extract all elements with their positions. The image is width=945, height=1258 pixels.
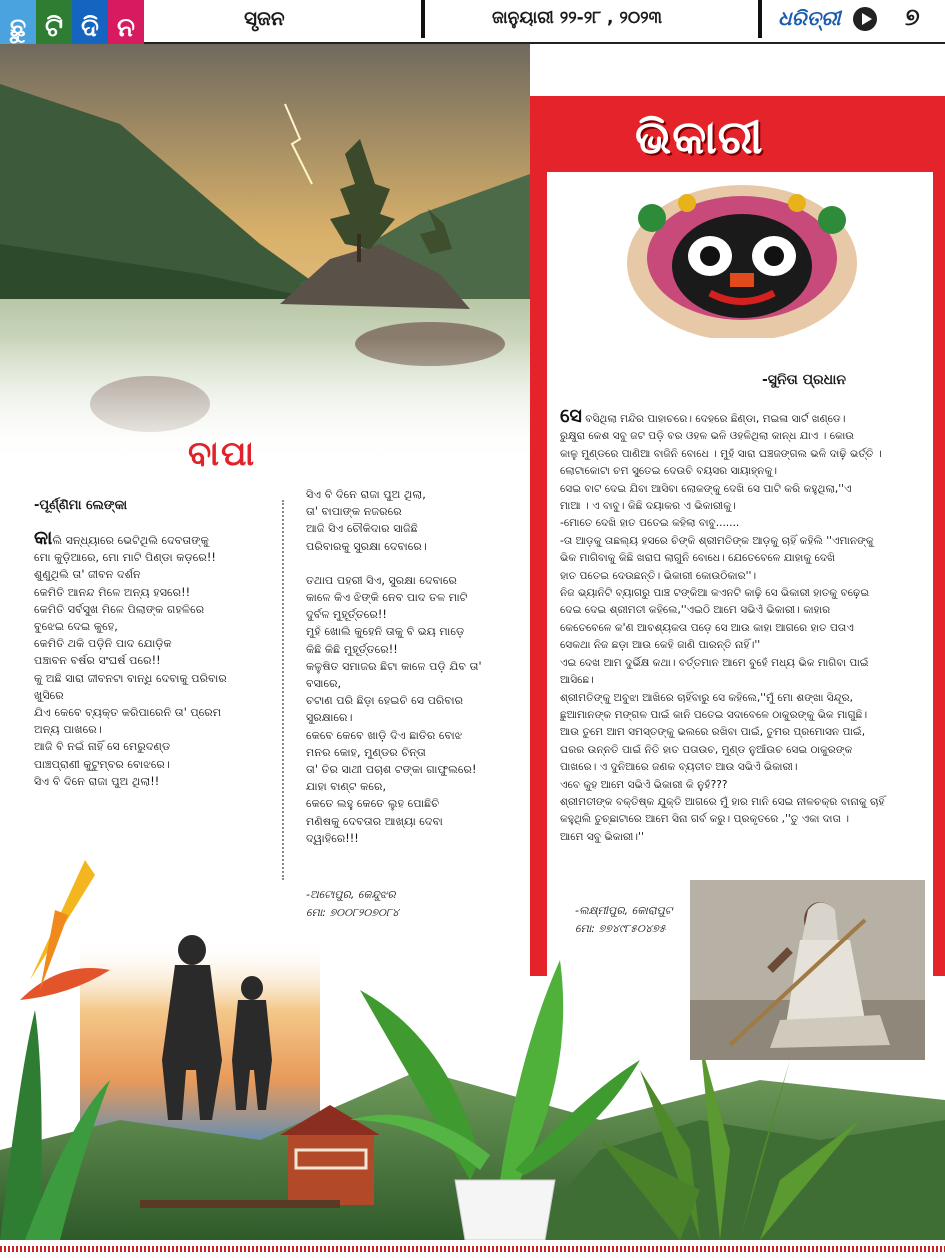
poem-line: ଶୁଣୁଥିଲି ତା' ଜୀବନ ଦର୍ଶନ [34, 568, 141, 582]
story-line: ହାତ ପତେଇ ଦେଉଛନ୍ତି। ଭିକାରୀ କୋଉଠିକାର''। [560, 569, 757, 582]
poem-line: କଳୁଷିତ ସମାଜର ଛିଟା କାଳେ ପଡ଼ି ଯିବ ତା' [306, 659, 482, 673]
poem-line: ମୋ କୁଡ଼ିଆରେ, ମୋ ମାଟି ପିଣ୍ଡା କଡ଼ରେ!! [34, 551, 216, 565]
story-line: କେତେବେଳେ କ'ଣ ଆବଶ୍ୟକତା ପଡ଼େ ସେ ଆଉ କାହା ଆଗରେ ହାତ ପତାଏ [560, 621, 854, 634]
story-line: ଶ୍ରୀମତିଙ୍କୁ ଅବୁଝା ଆଖିରେ ଚାହିଁବାରୁ ସେ କହିଲେ,''ମୁଁ ମୋ ଶଙ୍ଖା ସିନ୍ଦୂର, [560, 691, 854, 704]
poem-line: ଦ୍ୱାହିରେ!!! [306, 831, 359, 845]
landscape-photo [0, 44, 530, 464]
poem-line: ଯାହା ବାଣ୍ଟ କରେ, [306, 780, 387, 794]
poem-line: ଆଜି ବି ନଇଁ ନାହିଁ ସେ ମେରୁଦଣ୍ଡ [34, 740, 171, 754]
story-line: ପାଖରେ। ଏ ଦୁନିଆରେ ଜଣକ ବ୍ୟତୀତ ଆଉ ସଭିଏଁ ଭିକାରୀ। [560, 761, 798, 774]
story-line: ଆସିଛେ। [560, 674, 594, 687]
story-line: ସେକଥା ନିଜ ଛଡ଼ା ଆଉ କେହି ଜାଣି ପାରନ୍ତି ନାହିଁ।'' [560, 639, 761, 652]
story-body [560, 405, 922, 846]
jagannath-photo [592, 178, 892, 338]
poem-line [306, 555, 518, 572]
brand-logo: ଧରିତ୍ରୀ [778, 6, 841, 30]
masthead-letter-1: ଛୁ [0, 0, 36, 56]
poem-line: ଚଟାଣ ପରି ଛିଡ଼ା ହେଇଚି ସେ ପରିବାର [306, 694, 464, 708]
poem-line: ମନର କୋହ, ମୁଣ୍ଡର ଚିନ୍ତା [306, 745, 426, 759]
poem-title: ବାପା [188, 434, 257, 474]
poem-signature [306, 886, 399, 922]
poem-line: ବୁଝେଇ ଦେଇ କୁହେ, [34, 620, 118, 634]
story-line: କାଳୁ ମୁଣ୍ଡରେ ପାଣିଆ ବାଜିନି ବୋଧେ । ମୁହଁ ସାରା ଘଞ୍ଚଜଙ୍ଗଲ ଭଳି ଦାଢ଼ି ଭର୍ତ୍ତି । [560, 447, 882, 460]
story-line: କହୁଥିଲି ତୁଚ୍ଛାଟାରେ ଆମେ ସିନା ଗର୍ବ କରୁ। ପ୍ରକୃତରେ ,''ତୁ ଏକା ଦାତା । [560, 813, 850, 826]
poem-line: ଖୁସିରେ [34, 688, 64, 702]
poem-line: କାଳେ କିଏ ଝିଙ୍କି ନେବ ପାଦ ତଳ ମାଟି [306, 591, 468, 605]
poem-author: -ପୂର୍ଣ୍ଣିମା ଲେଙ୍କା [34, 498, 128, 513]
story-line: ରୁକ୍ଷୁରା କେଶ ସବୁ ଜଟ ପଡ଼ି ବର ଓହଳ ଭଳି ଓହଳିଥିଲା କାନ୍ଧ ଯାଏ । କୋଉ [560, 430, 855, 443]
masthead-letter-2: ଟି [36, 0, 72, 56]
poem-line: ପଞ୍ଚାବନ ବର୍ଷର ସଂଘର୍ଷ ପରେ!! [34, 654, 161, 668]
story-signature-place: -ଲକ୍ଷ୍ମୀପୁର, କୋରାପୁଟ [575, 904, 673, 917]
story-signature-phone: ମୋ: ୭୭୪୯୮୫୦୪୭୫ [575, 922, 666, 935]
poem-line: ଆଜି ସିଏ ଚୌକିଦାର ସାଜିଛି [306, 522, 418, 536]
poem-line: କେମିତି ଆନନ୍ଦ ମିଳେ ଅନ୍ୟ ହସରେ!! [34, 585, 191, 599]
story-line: ମାଆ । ଏ ବାବୁ। କିଛି ଦୟାକର ଏ ଭିକାରୀକୁ। [560, 500, 736, 513]
story-signature [575, 902, 672, 938]
story-line: ଏବେ କୁହ ଆମେ ସଭିଏଁ ଭିକାରୀ କି ନୁହଁ??? [560, 778, 728, 791]
story-title: ଭିକାରୀ [635, 110, 764, 164]
poem-line: କେମିତି ସର୍ବସୁଖ ମିଳେ ପିଲାଙ୍କ ଗହଳିରେ [34, 602, 205, 616]
column-divider [282, 500, 284, 880]
poem-line: ତା' ବାପାଙ୍କ ନଜରରେ [306, 505, 402, 519]
poem-column-1 [34, 527, 270, 790]
poem-dropcap: କା [34, 527, 53, 549]
footer-rule [0, 1246, 945, 1252]
page-number: ୭ [905, 3, 920, 31]
story-line: ଆମେ ସବୁ ଭିକାରୀ।'' [560, 830, 644, 843]
story-line: ଭିକ ମାଗିବାକୁ କିଛି ଖରାପ ଲାଗୁନି ବୋଧେ। ଯେତେବେଳେ ଯାହାକୁ ଦେଖି [560, 552, 836, 565]
poem-line: ଅନ୍ୟ ପାଖରେ। [34, 723, 102, 737]
story-line: ଏଇ ଦେଖ ଆମ ଦୁର୍ଭିକ୍ଷ କଥା। ବର୍ତ୍ତମାନ ଆମେ ବୁହେଁ ମଧ୍ୟ ଭିକ ମାଗିବା ପାଇଁ [560, 656, 869, 669]
poem-line: ମଣିଷକୁ ଦେବତାର ଆଖ୍ୟା ଦେବା [306, 814, 443, 828]
play-icon [852, 6, 878, 32]
poem-column-2 [306, 486, 518, 847]
poem-line: କେବେ କେବେ ଖାଡ଼ି ଦିଏ ଛାତିର ବୋଝ [306, 728, 463, 742]
poem-line: ସିଏ ବି ଦିନେ ରାଜା ପୁଅ ଥିଲା, [306, 488, 426, 501]
poem-line: ପରିବାରକୁ ସୁରକ୍ଷା ଦେବାରେ। [306, 539, 427, 553]
story-line: ଛୁଆମାନଙ୍କ ମଙ୍ଗଳ ପାଇଁ କାନି ପତେଇ ସଦାବେଳେ ଠାକୁରଙ୍କୁ ଭିକ ମାଗୁଛି। [560, 708, 868, 721]
story-line: ଲୋଟାକୋଟା ଚମ ସୁତେଇ ଦେଉଚି ବୟସର ସାୟାହ୍ନକୁ। [560, 465, 778, 478]
story-line: ବସିଥିଲା ମନ୍ଦିର ପାହାଚରେ। ଦେହରେ ଛିଣ୍ଡା, ମଇଳା ସାର୍ଟ ଖଣ୍ଡେ। [581, 413, 846, 425]
story-line: -ତା ଆଡ଼କୁ ତାଛଲ୍ୟ ହସରେ ଚିଙ୍କି ଶ୍ରୀମତିଙ୍କ ଆଡ଼କୁ ଚାହିଁ କହିଲି ''ଏମାନଙ୍କୁ [560, 534, 874, 547]
poem-line: ବସାରେ, [306, 677, 342, 691]
header-divider [421, 0, 425, 38]
story-line: ସେଇ ବାଟ ଦେଇ ଯିବା ଆସିବା ଲୋକଙ୍କୁ ଦେଖି ସେ ପାଟି କରି କହୁଥିଲା,''ଏ [560, 482, 852, 495]
poem-line: ଯିଏ କେବେ ବ୍ୟକ୍ତ କରିପାରେନି ତା' ପ୍ରେମ [34, 706, 222, 720]
masthead-letter-4: ନ [108, 0, 144, 56]
poem-signature-place: -ଅଟୋପୁର, କେନ୍ଦୁଝର [306, 888, 396, 901]
poem-signature-phone: ମୋ: ୭୦୦୮୨୦୭୦୮୪ [306, 906, 399, 919]
story-line: ଶ୍ରୀମତୀଙ୍କ ବକ୍ତିଷ୍କ ଯୁକ୍ତି ଆଗରେ ମୁଁ ହାର ମାନି ସେଇ ନୀଳଚକ୍ର ବାନାକୁ ଚାହିଁ [560, 795, 885, 808]
poem-line: ପାଞ୍ଚପ୍ରାଣୀ କୁଟୁମ୍ବର ବୋଝରେ। [34, 757, 170, 771]
poem-line: କେତେ ଲହୁ କେତେ ଲୁହ ପୋଛିଚି [306, 797, 440, 811]
story-author: -ସୁନିତା ପ୍ରଧାନ [762, 372, 846, 388]
story-dropcap: ସେ [560, 405, 582, 427]
story-line: -ମୋତେ ଦେଖି ହାତ ପତେଇ କହିଲା ବାବୁ....... [560, 517, 740, 530]
poem-line: କିଛି କିଛି ମୁହୂର୍ତ୍ତରେ!! [306, 642, 398, 656]
story-line: ନିଜ ଭ୍ୟାନିଟି ବ୍ୟାଗରୁ ପାଞ୍ଚ ଟଙ୍କିଆ କଏନଟି କାଢ଼ି ସେ ଭିକାରୀ ହାତକୁ ବଢ଼େଇ [560, 587, 870, 600]
masthead-letter-3: ଦି [72, 0, 108, 56]
page-header [0, 0, 945, 44]
poem-line: କେମିତି ଥକି ପଡ଼ିନି ପାଦ ଯୋଡ଼ିକ [34, 637, 172, 651]
header-divider [758, 0, 762, 38]
story-line: ଘରର ଉନ୍ନତି ପାଇଁ ନିତି ହାତ ପତାଉଚ, ମୁଣ୍ଡ ନୁଆଁଉଚ ସେଇ ଠାକୁରଙ୍କ [560, 743, 853, 756]
poem-line: ତା' ତିର ସାଥୀ ପଚାଶ ଟଙ୍କା ଗାଫୁଲରେ! [306, 763, 477, 777]
poem-line: ତଥାପ ପହରୀ ସିଏ, ସୁରକ୍ଷା ଦେବାରେ [306, 573, 457, 587]
poem-line: ଲି ସନ୍ଧ୍ୟାରେ ଭେଟିଥିଲି ଦେବତାଙ୍କୁ [52, 534, 209, 547]
poem-line: ସୁରକ୍ଷାରେ। [306, 711, 353, 725]
section-name: ସୃଜନ [244, 6, 285, 30]
beggar-photo [690, 880, 925, 1060]
story-line: ଆଉ ତୁମେ ଆମ ସମସ୍ତଙ୍କୁ ଭଲରେ ରଖିବା ପାଇଁ, ତୁମର ପ୍ରମୋସନ ପାଇଁ, [560, 726, 866, 739]
poem-line: ଦୁର୍ବଳ ମୁହୂର୍ତ୍ତରେ!! [306, 608, 387, 622]
issue-date: ଜାନୁୟାରୀ ୨୨-୨୮ , ୨୦୨୩ [492, 8, 662, 28]
poem-line: ସିଏ ବି ଦିନେ ରାଜା ପୁଅ ଥିଲା!! [34, 774, 160, 788]
poem-line: କୁ ଅଛି ସାରା ଜୀବନଟା ବାନ୍ଧି ଦେବାକୁ ପରିବାର [34, 671, 227, 685]
poem-line: ମୁହଁ ଖୋଲି କୁହେନି ତାକୁ ବି ଭୟ ମାଡ଼େ [306, 625, 465, 639]
story-line: ଦେଇ ଦେଇ ଶ୍ରୀମତୀ କହିଲେ,''ଏଇଠି ଆମେ ସଭିଏଁ ଭିକାରୀ। କାହାର [560, 604, 831, 617]
